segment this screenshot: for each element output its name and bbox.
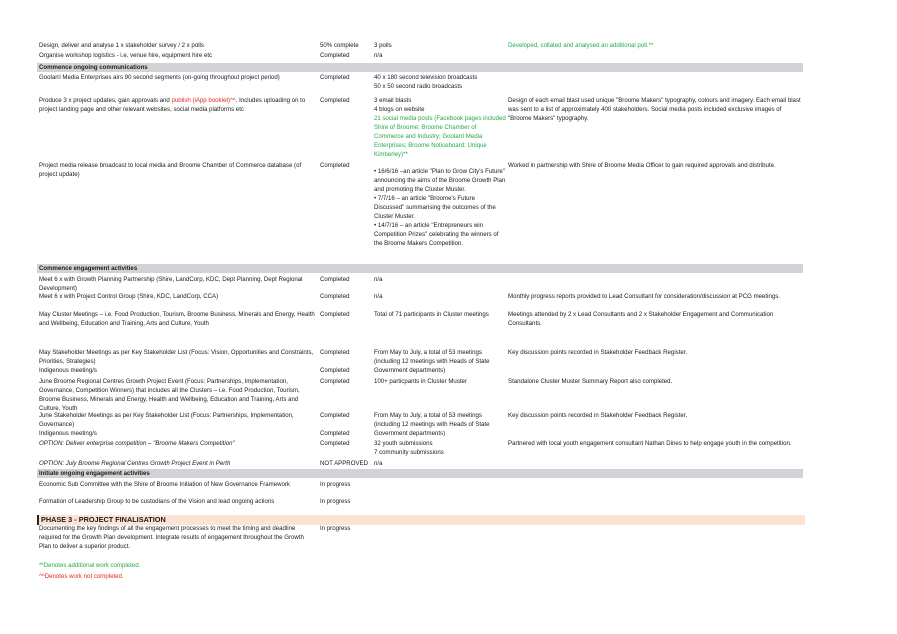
task-cell: Organise workshop logistics - i.e. venue hire, equipment hire etc: [39, 52, 213, 59]
output-line: 40 x 180 second television broadcasts: [374, 74, 478, 81]
output-cell: [374, 73, 506, 91]
task-cell: Meet 6 x with Growth Planning Partnership (Shire, LandCorp, KDC, Dept Planning, Dept Regional Development): [39, 276, 303, 292]
status-cell: NOT APPROVED: [320, 460, 368, 467]
section-header: [37, 63, 803, 72]
output-cell: 3 polls: [374, 42, 392, 49]
output-cell: [374, 439, 506, 457]
comment-cell: Monthly progress reports provided to Lead Consultant for consideration/discussion at PCG meetings.: [508, 293, 780, 300]
status-cell: Completed: [320, 52, 350, 59]
comment-cell: Standalone Cluster Muster Summary Report also completed.: [508, 378, 673, 385]
task-cell: Formation of Leadership Group to be custodians of the Vision and lead ongoing actions: [39, 498, 275, 505]
status-cell: Completed: [320, 162, 350, 169]
task-cell: Documenting the key findings of all the engagement processes to meet the timing and deadline required for the Growth Plan development. Integrate results of engagement throughout the Growth Plan to deliver a superior product.: [39, 525, 304, 550]
task-cell: OPTION: Deliver enterprise competition – "Broome Makers Competition": [39, 440, 235, 447]
section-title: Commence ongoing communications: [39, 64, 148, 71]
comment-cell: Key discussion points recorded in Stakeholder Feedback Register.: [508, 349, 688, 356]
section-header: [37, 469, 803, 478]
task-cell: June Broome Regional Centres Growth Project Event (Focus: Partnerships, Implementation, Governance, Competition Winners) that includes all the Clusters – i.e. Food Production, Tourism, Broome Business, Minerals and Energy, Health and Wellbeing, Education and Training, Arts and Culture, Youth: [39, 378, 300, 412]
output-cell: n/a: [374, 276, 383, 283]
status-cell: In progress: [320, 481, 351, 488]
task-cell: Indigenous meeting/s: [39, 430, 97, 437]
output-line: 50 x 50 second radio broadcasts: [374, 83, 463, 90]
output-cell: n/a: [374, 293, 383, 300]
output-cell: n/a: [374, 460, 383, 467]
task-cell: Economic Sub Committee with the Shire of Broome Initiation of New Governance Framework: [39, 481, 290, 488]
additional-work-text: 21 social media posts (Facebook pages included Shire of Broome; Broome Chamber of Commerce and Industry; Goolarri Media Enterprises; Broome Noticeboard; Unique Kimberley)**: [374, 115, 506, 158]
task-cell: OPTION: July Broome Regional Centres Growth Project Event in Perth: [39, 460, 231, 467]
status-cell: Completed: [320, 311, 350, 318]
output-cell: [374, 96, 506, 159]
phase-title: PHASE 3 - PROJECT FINALISATION: [41, 515, 166, 524]
status-cell: Completed: [320, 74, 350, 81]
output-bullet: • 7/7/16 – an article "Broome's Future Discussed" summarising the outcomes of the Cluster Muster.: [374, 195, 496, 220]
output-line: 7 community submissions: [374, 449, 444, 456]
status-cell: Completed: [320, 349, 350, 356]
status-cell: Completed: [320, 293, 350, 300]
output-cell: n/a: [374, 52, 383, 59]
output-cell: Total of 71 participants in Cluster meetings: [374, 311, 489, 318]
output-bullet: • 14/7/16 – an article "Entrepreneurs win Competition Prizes" celebrating the winners of the Broome Makers Competition.: [374, 222, 499, 247]
output-line: 4 blogs on website: [374, 106, 425, 113]
section-title: Initiate ongoing engagement activities: [39, 470, 150, 477]
output-cell: [374, 167, 506, 248]
status-cell: Completed: [320, 412, 350, 419]
not-completed-text: publish (iApp booklet)^^: [171, 97, 236, 104]
task-text: . Includes uploading on to project landing page and other relevant websites, social media platforms etc: [39, 97, 306, 113]
task-cell: [39, 96, 317, 114]
task-cell: Meet 6 x with Project Control Group (Shire, KDC, LandCorp, CCA): [39, 293, 219, 300]
task-cell: Goolarri Media Enterprises airs 90 second segments (on-going throughout project period): [39, 74, 280, 81]
task-text: Produce 3 x project updates, gain approvals and: [39, 97, 172, 104]
status-cell: Completed: [320, 276, 350, 283]
comment-cell: Key discussion points recorded in Stakeholder Feedback Register.: [508, 412, 688, 419]
task-cell: Project media release broadcast to local media and Broome Chamber of Commerce database (of project update): [39, 162, 302, 178]
output-line: 32 youth submissions: [374, 440, 433, 447]
comment-cell: Worked in partnership with Shire of Broome Media Officer to gain required approvals and distribute.: [508, 162, 776, 169]
task-cell: May Cluster Meetings – i.e. Food Production, Tourism, Broome Business, Minerals and Energy, Health and Wellbeing, Education and Training, Arts and Culture, Youth: [39, 311, 315, 327]
comment-cell: Developed, collated and analysed an additional poll.**: [508, 42, 654, 49]
section-header: [37, 264, 803, 273]
status-cell: 50% complete: [320, 42, 359, 49]
output-line: 3 email blasts: [374, 97, 412, 104]
task-cell: Design, deliver and analyse 1 x stakeholder survey / 2 x polls: [39, 42, 204, 49]
status-cell: Completed: [320, 430, 350, 437]
status-cell: Completed: [320, 367, 350, 374]
status-cell: In progress: [320, 498, 351, 505]
task-cell: Indigenous meeting/s: [39, 367, 97, 374]
comment-cell: Meetings attended by 2 x Lead Consultants and 2 x Stakeholder Engagement and Communication Consultants.: [508, 311, 774, 327]
legend-not-completed: ^^Denotes work not completed.: [39, 573, 124, 580]
output-cell: 100+ particpants in Cluster Muster: [374, 378, 467, 385]
task-cell: June Stakeholder Meetings as per Key Stakeholder List (Focus: Partnerships, Implementation, Governance): [39, 412, 294, 428]
task-cell: May Stakeholder Meetings as per Key Stakeholder List (Focus: Vision, Opportunities and Constraints, Priorities, Strategies): [39, 349, 314, 365]
legend-additional-work: **Denotes additional work completed.: [39, 562, 141, 569]
comment-cell: Partnered with local youth engagement consultant Nathan Dines to help engage youth in the competition.: [508, 440, 792, 447]
status-cell: In progress: [320, 525, 351, 532]
output-cell: From May to July, a total of 53 meetings (including 12 meetings with Heads of State Government departments): [374, 349, 490, 374]
status-cell: Completed: [320, 440, 350, 447]
status-cell: Completed: [320, 97, 350, 104]
output-cell: From May to July, a total of 53 meetings (including 12 meetings with Heads of State Government departments): [374, 412, 490, 437]
comment-cell: Design of each email blast used unique "Broome Makers" typography, colours and imagery. Each email blast was sent to a list of approximately 400 stakeholders. Social media posts included exclusive images of "Broome Makers" typography.: [508, 97, 801, 122]
status-cell: Completed: [320, 378, 350, 385]
output-bullet: • 16/6/16 –an article "Plan to Grow City's Future" announcing the aims of the Broome Growth Plan and promoting the Cluster Muster.: [374, 168, 506, 193]
section-title: Commence engagement activities: [39, 265, 138, 272]
